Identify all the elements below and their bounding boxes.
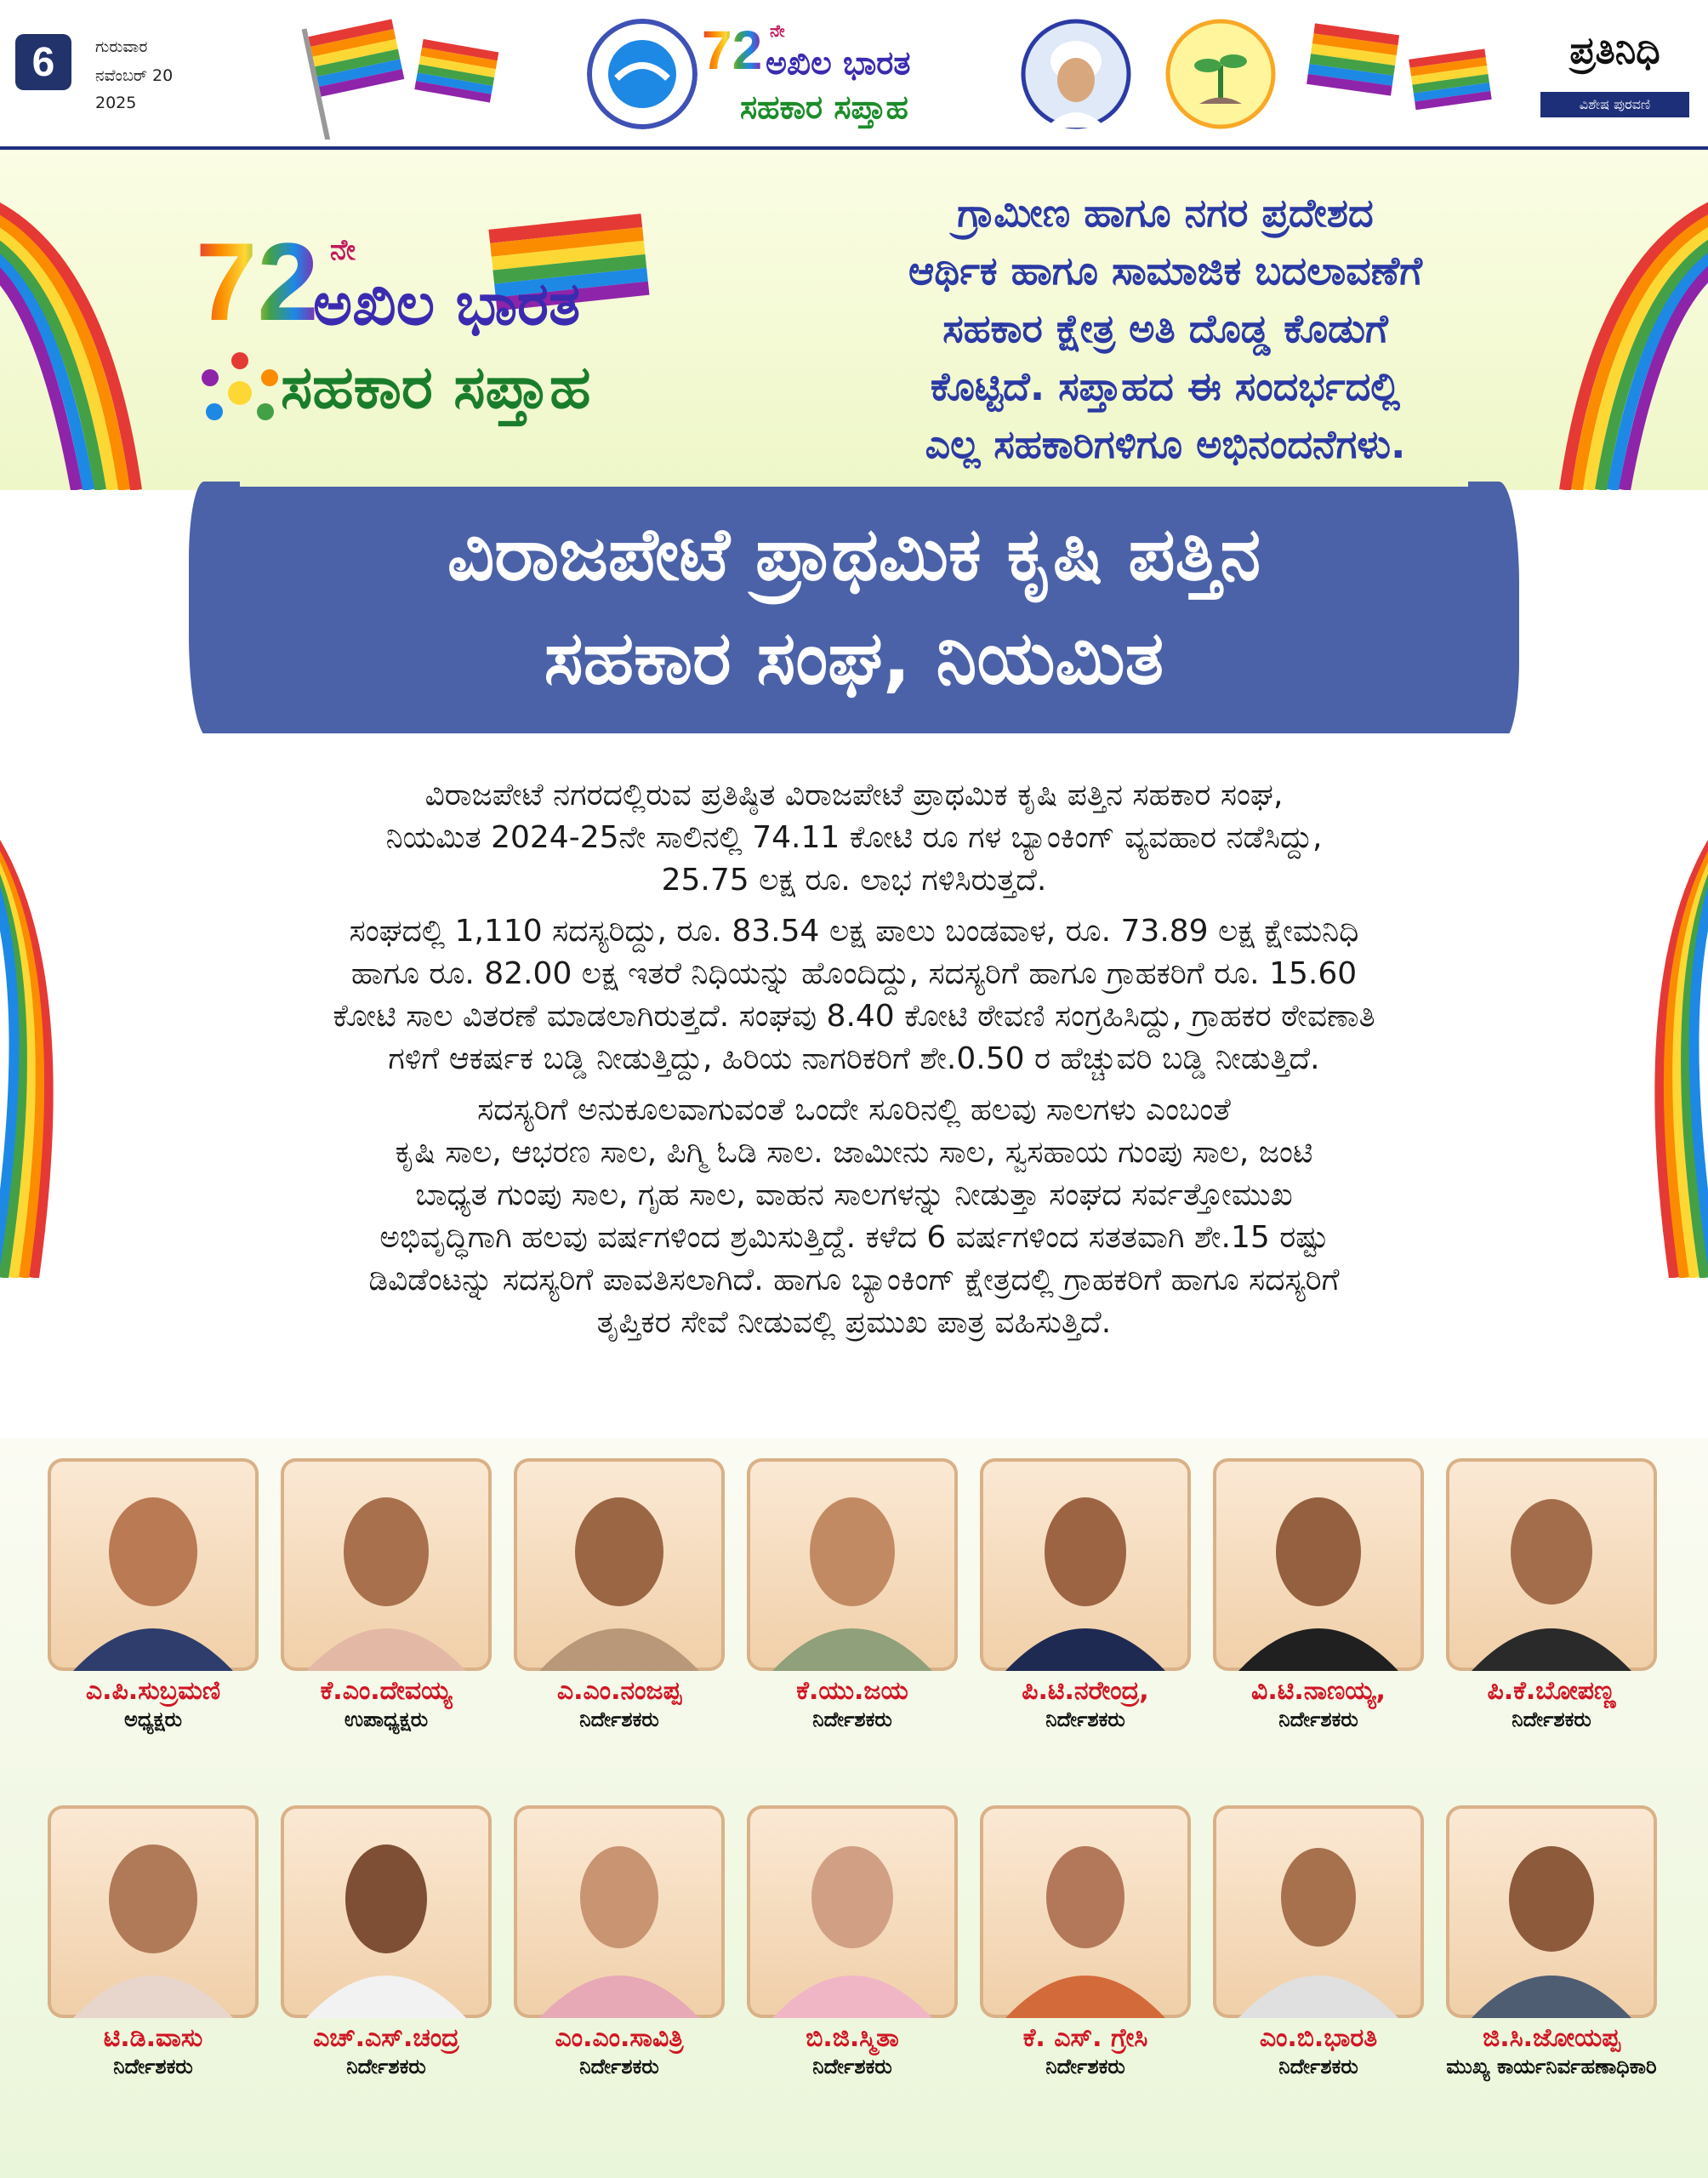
person-avatar-icon (1446, 1805, 1657, 2018)
person-role: ನಿರ್ದೇಶಕರು (1045, 1708, 1125, 1731)
person-avatar-icon (48, 1458, 259, 1671)
special-supplement-label: ವಿಶೇಷ ಪುರವಣಿ (1540, 92, 1689, 117)
person-avatar-icon (281, 1805, 492, 2018)
hero-tagline (740, 184, 1591, 473)
person-photo (1446, 1805, 1657, 2018)
person-avatar-icon (747, 1458, 958, 1671)
person-card (980, 1458, 1191, 1731)
person-photo (281, 1458, 492, 1671)
event-title-line2: ಸಹಕಾರ ಸಪ್ತಾಹ (740, 88, 908, 126)
person-card (980, 1805, 1191, 2078)
person-photo (1213, 1805, 1424, 2018)
hero-event-superscript: ನೇ (330, 233, 356, 267)
paragraph-2 (119, 910, 1589, 1080)
paragraph-line: ಅಭಿವೃದ್ಧಿಗಾಗಿ ಹಲವು ವರ್ಷಗಳಿಂದ ಶ್ರಮಿಸುತ್ತಿದ್ದೆ. ಕಳೆದ 6 ವರ್ಷಗಳಿಂದ ಸತತವಾಗಿ ಶೇ.15 ರಷ್ಟು (379, 1220, 1329, 1255)
person-name: ಎಚ್.ಎಸ್.ಚಂದ್ರ (313, 2023, 459, 2053)
person-photo (48, 1458, 259, 1671)
person-avatar-icon (1213, 1458, 1424, 1671)
paragraph-line: ಗಳಿಗೆ ಆಕರ್ಷಕ ಬಡ್ಡಿ ನೀಡುತ್ತಿದ್ದು, ಹಿರಿಯ ನಾಗರಿಕರಿಗೆ ಶೇ.0.50 ರ ಹೆಚ್ಚುವರಿ ಬಡ್ಡಿ ನೀಡುತ್ತಿದೆ. (388, 1041, 1320, 1076)
person-role: ಮುಖ್ಯ ಕಾರ್ಯನಿರ್ವಹಣಾಧಿಕಾರಿ (1446, 2055, 1657, 2078)
issue-date: ನವೆಂಬರ್ 20 (95, 66, 174, 85)
person-avatar-icon (1213, 1805, 1424, 2018)
person-role: ನಿರ್ದೇಶಕರು (1278, 1708, 1358, 1731)
cooperative-globe-logo-icon (587, 19, 697, 129)
founder-portrait-icon (1021, 19, 1131, 129)
person-card (514, 1458, 725, 1731)
paragraph-line: ಡಿವಿಡೆಂಟನ್ನು ಸದಸ್ಯರಿಗೆ ಪಾವತಿಸಲಾಗಿದೆ. ಹಾಗೂ ಬ್ಯಾಂಕಿಂಗ್ ಕ್ಷೇತ್ರದಲ್ಲಿ ಗ್ರಾಹಕರಿಗೆ ಹಾಗೂ ಸದಸ್ಯರಿಗೆ (368, 1263, 1340, 1297)
person-photo (514, 1458, 725, 1671)
person-photo (1213, 1458, 1424, 1671)
person-avatar-icon (1446, 1458, 1657, 1671)
person-role: ನಿರ್ದೇಶಕರು (113, 2055, 193, 2078)
person-name: ಕೆ. ಎಸ್. ಗ್ರೇಸಿ (1022, 2023, 1148, 2053)
event-title-line1: ಅಖಿಲ ಭಾರತ (766, 44, 911, 82)
person-name: ಜಿ.ಸಿ.ಜೋಯಪ್ಪ (1483, 2023, 1620, 2053)
paragraph-line: ಕೃಷಿ ಸಾಲ, ಆಭರಣ ಸಾಲ, ಪಿಗ್ಮಿ ಓಡಿ ಸಾಲ. ಜಾಮೀನು ಸಾಲ, ಸ್ವಸಹಾಯ ಗುಂಪು ಸಾಲ, ಜಂಟಿ (395, 1135, 1313, 1170)
person-name: ಪಿ.ಟಿ.ನರೇಂದ್ರ, (1022, 1676, 1149, 1706)
tagline-line: ಸಹಕಾರ ಕ್ಷೇತ್ರ ಅತಿ ದೊಡ್ಡ ಕೊಡುಗೆ (942, 305, 1388, 351)
newspaper-brand: ಪ್ರತಿನಿಧಿ (1569, 29, 1660, 72)
paragraph-line: ಹಾಗೂ ರೂ. 82.00 ಲಕ್ಷ ಇತರೆ ನಿಧಿಯನ್ನು ಹೊಂದಿದ್ದು, ಸದಸ್ಯರಿಗೆ ಹಾಗೂ ಗ್ರಾಹಕರಿಗೆ ರೂ. 15.60 (350, 956, 1358, 991)
person-role: ನಿರ್ದೇಶಕರು (346, 2055, 426, 2078)
person-card (514, 1805, 725, 2078)
person-card (1213, 1458, 1424, 1731)
article-body (0, 733, 1708, 1438)
person-photo (48, 1805, 259, 2018)
paragraph-line: ಕೋಟಿ ಸಾಲ ವಿತರಣೆ ಮಾಡಲಾಗಿರುತ್ತದೆ. ಸಂಘವು 8.40 ಕೋಟಿ ಠೇವಣಿ ಸಂಗ್ರಹಿಸಿದ್ದು, ಗ್ರಾಹಕರ ಠೇವಣಾತಿ (333, 999, 1375, 1034)
person-name: ಬಿ.ಜಿ.ಸ್ಮಿತಾ (806, 2023, 899, 2053)
hero-banner (0, 150, 1708, 490)
person-avatar-icon (980, 1805, 1191, 2018)
article-text (119, 774, 1589, 1353)
society-name-line2: ಸಹಕಾರ ಸಂಘ, ನಿಯಮಿತ (544, 616, 1164, 701)
paragraph-line: ಸಂಘದಲ್ಲಿ 1,110 ಸದಸ್ಯರಿದ್ದು, ರೂ. 83.54 ಲಕ್ಷ ಪಾಲು ಬಂಡವಾಳ, ರೂ. 73.89 ಲಕ್ಷ ಕ್ಷೇಮನಿಧಿ (349, 914, 1359, 949)
person-role: ನಿರ್ದೇಶಕರು (579, 2055, 659, 2078)
paragraph-line: ಬಾಧ್ಯತ ಗುಂಪು ಸಾಲ, ಗೃಹ ಸಾಲ, ವಾಹನ ಸಾಲಗಳನ್ನು ನೀಡುತ್ತಾ ಸಂಘದ ಸರ್ವತ್ತೋಮುಖ (415, 1177, 1293, 1212)
person-photo (1446, 1458, 1657, 1671)
tagline-line: ಗ್ರಾಮೀಣ ಹಾಗೂ ನಗರ ಪ್ರದೇಶದ (957, 190, 1374, 236)
person-role: ನಿರ್ದೇಶಕರು (812, 1708, 892, 1731)
person-avatar-icon (48, 1805, 259, 2018)
event-number: 72 (702, 20, 763, 81)
society-title-band (223, 487, 1485, 733)
issue-year: 2025 (95, 94, 137, 112)
person-role: ನಿರ್ದೇಶಕರು (1512, 1708, 1591, 1731)
page-number: 6 (15, 34, 71, 90)
person-photo (514, 1805, 725, 2018)
person-name: ಟಿ.ಡಿ.ವಾಸು (103, 2023, 203, 2053)
person-card (281, 1805, 492, 2078)
person-photo (747, 1805, 958, 2018)
person-role: ಉಪಾಧ್ಯಕ್ಷರು (344, 1708, 429, 1731)
paragraph-line: ವಿರಾಜಪೇಟೆ ನಗರದಲ್ಲಿರುವ ಪ್ರತಿಷ್ಠಿತ ವಿರಾಜಪೇಟೆ ಪ್ರಾಥಮಿಕ ಕೃಷಿ ಪತ್ತಿನ ಸಹಕಾರ ಸಂಘ, (424, 778, 1284, 812)
person-avatar-icon (747, 1805, 958, 2018)
person-name: ಕೆ.ಯು.ಜಯ (796, 1676, 908, 1706)
society-name-line1: ವಿರಾಜಪೇಟೆ ಪ್ರಾಥಮಿಕ ಕೃಷಿ ಪತ್ತಿನ (447, 512, 1261, 597)
person-name: ಎ.ಎಂ.ನಂಜಪ್ಪ (556, 1676, 682, 1706)
issue-day: ಗುರುವಾರ (95, 37, 148, 56)
tagline-line: ಎಲ್ಲ ಸಹಕಾರಿಗಳಿಗೂ ಅಭಿನಂದನೆಗಳು. (925, 421, 1406, 467)
event-superscript: ನೇ (770, 20, 785, 41)
person-name: ಎ.ಪಿ.ಸುಬ್ರಮಣಿ (85, 1676, 221, 1706)
person-card (1446, 1805, 1657, 2078)
paragraph-line: 25.75 ಲಕ್ಷ ರೂ. ಲಾಭ ಗಳಿಸಿರುತ್ತದೆ. (661, 863, 1047, 898)
person-card (747, 1458, 958, 1731)
paragraph-line: ತೃಪ್ತಿಕರ ಸೇವೆ ನೀಡುವಲ್ಲಿ ಪ್ರಮುಖ ಪಾತ್ರ ವಹಿಸುತ್ತಿದೆ. (596, 1305, 1112, 1340)
paragraph-line: ಸದಸ್ಯರಿಗೆ ಅನುಕೂಲವಾಗುವಂತೆ ಒಂದೇ ಸೂರಿನಲ್ಲಿ ಹಲವು ಸಾಲಗಳು ಎಂಬಂತೆ (477, 1092, 1231, 1127)
person-card (1446, 1458, 1657, 1731)
person-photo (281, 1805, 492, 2018)
person-card (747, 1805, 958, 2078)
person-card (48, 1458, 259, 1731)
office-bearers-grid (0, 1438, 1708, 2178)
paragraph-1 (119, 774, 1589, 902)
person-name: ಪಿ.ಕೆ.ಬೋಪಣ್ಣ (1487, 1676, 1616, 1706)
tagline-line: ಆರ್ಥಿಕ ಹಾಗೂ ಸಾಮಾಜಿಕ ಬದಲಾವಣೆಗೆ (908, 248, 1422, 294)
hero-people-circle-icon (189, 344, 291, 437)
person-name: ಎಂ.ಎಂ.ಸಾವಿತ್ರಿ (555, 2023, 684, 2053)
person-avatar-icon (514, 1458, 725, 1671)
person-role: ನಿರ್ದೇಶಕರು (812, 2055, 892, 2078)
person-card (48, 1805, 259, 2078)
person-name: ಎಂ.ಬಿ.ಭಾರತಿ (1259, 2023, 1378, 2053)
person-avatar-icon (514, 1805, 725, 2018)
rainbow-flags-right-icon (1301, 12, 1506, 140)
person-avatar-icon (980, 1458, 1191, 1671)
cooperative-plant-logo-icon (1165, 19, 1276, 129)
hero-event-line1: ಅಖಿಲ ಭಾರತ (313, 269, 581, 339)
person-name: ವಿ.ಟಿ.ನಾಣಯ್ಯ, (1251, 1676, 1386, 1706)
person-photo (980, 1805, 1191, 2018)
person-role: ನಿರ್ದೇಶಕರು (1278, 2055, 1358, 2078)
person-card (281, 1458, 492, 1731)
person-photo (747, 1458, 958, 1671)
masthead (0, 0, 1708, 150)
rainbow-flags-left-icon (298, 12, 527, 140)
hero-event-line2: ಸಹಕಾರ ಸಪ್ತಾಹ (281, 352, 591, 422)
person-role: ಅಧ್ಯಕ್ಷರು (124, 1708, 182, 1731)
person-role: ನಿರ್ದೇಶಕರು (579, 1708, 659, 1731)
paragraph-line: ನಿಯಮಿತ 2024-25ನೇ ಸಾಲಿನಲ್ಲಿ 74.11 ಕೋಟಿ ರೂ ಗಳ ಬ್ಯಾಂಕಿಂಗ್ ವ್ಯವಹಾರ ನಡೆಸಿದ್ದು, (385, 820, 1323, 855)
person-card (1213, 1805, 1424, 2078)
paragraph-3 (119, 1089, 1589, 1344)
person-photo (980, 1458, 1191, 1671)
tagline-line: ಕೊಟ್ಟಿದೆ. ಸಪ್ತಾಹದ ಈ ಸಂದರ್ಭದಲ್ಲಿ (930, 363, 1401, 409)
person-avatar-icon (281, 1458, 492, 1671)
hero-event-number: 72 (196, 220, 319, 344)
person-role: ನಿರ್ದೇಶಕರು (1045, 2055, 1125, 2078)
person-name: ಕೆ.ಎಂ.ದೇವಯ್ಯ (320, 1676, 453, 1706)
